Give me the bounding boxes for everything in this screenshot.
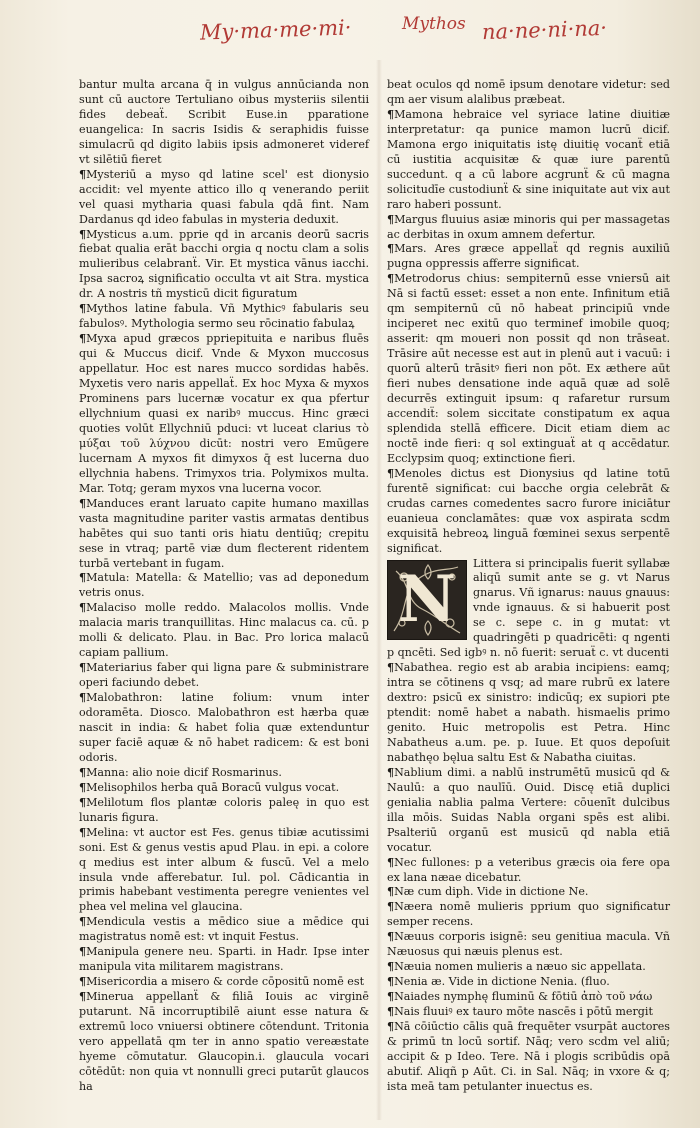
entry-text: Margus fluuius asiæ minoris qui per massagetas ac derbitas in oxum amnem defertur. <box>387 212 670 241</box>
pilcrow-icon: ¶ <box>79 302 86 316</box>
entry-paragraph <box>387 766 670 856</box>
pilcrow-icon: ¶ <box>387 242 394 256</box>
entry-paragraph <box>79 332 369 496</box>
right-column <box>387 78 670 1095</box>
decorated-initial-n-icon <box>387 560 467 640</box>
entry-text: Mysteriū a myso qd latine scel' est dionysio accidit: vel myente attico illo q venerando periit vel quasi mytharia quasi fabula qdā fint. Nam Dardanus qd ideo fabulas in mysteria deduxit. <box>79 167 369 226</box>
entry-paragraph <box>387 242 670 272</box>
pilcrow-icon: ¶ <box>387 1005 394 1019</box>
entry-paragraph <box>387 108 670 213</box>
entry-text: Nais fluuiꝰ ex tauro mōte nascēs i pōtū mergit <box>394 1005 653 1019</box>
pilcrow-icon: ¶ <box>387 466 394 480</box>
entry-text: Misericordia a misero & corde cōpositū nomē est <box>86 975 365 989</box>
entry-paragraph <box>387 856 670 886</box>
entry-paragraph <box>79 302 369 332</box>
left-column <box>79 78 369 1095</box>
pilcrow-icon: ¶ <box>387 272 394 286</box>
entry-text: Melilotum flos plantæ coloris paleę in quo est lunaris figura. <box>79 795 369 824</box>
entry-text: Melina: vt auctor est Fes. genus tibiæ acutissimi soni. Est & genus vestis apud Plau. in epi. a colore q medius est inter album & fuscū. Vel a melo insula vnde afferebatur. Iul. pol. Cādicantia in primis habebant vestimenta peregre venientes vel phea vel melina vel glaucina. <box>79 825 369 914</box>
entry-text: Materiarius faber qui ligna pare & subministrare operi faciundo debet. <box>79 661 369 690</box>
pilcrow-icon: ¶ <box>79 765 86 779</box>
entry-text: Mythos latine fabula. Vñ Mythicꝰ fabularis seu fabulosꝰ. Mythologia sermo seu rōcinatio fabulaꝝ <box>79 302 369 331</box>
pilcrow-icon: ¶ <box>79 227 86 241</box>
entry-text: bantur multa arcana q̄ in vulgus annūcianda non sunt cū auctore Tertuliano oibus mysteriis silentii fides debeaẗ. Scribit Euse.in pparatione euangelica: In sacris Isidis & seraphidis fuisse simulacrū qd digito labiis ipsis admoneret videref vt silētiū fieret <box>79 78 369 166</box>
entry-text: beat oculos qd nomē ipsum denotare videtur: sed qm aer visum alalibus præbeat. <box>387 78 670 106</box>
entry-paragraph <box>387 78 670 108</box>
header-right-heading: na·ne·ni·na· <box>481 15 608 45</box>
entry-text: Naiades nymphę fluminū & fōtiū ἀπὸ τοῦ νάω <box>394 990 653 1004</box>
right-column-bottom-entries <box>387 661 670 1095</box>
entry-paragraph <box>387 1005 670 1020</box>
entry-paragraph <box>79 661 369 691</box>
initial-entry-text: Littera si principalis fuerit syllabæ aliqū sumit ante se g. vt Narus gnarus. Vñ ignarus: nauus gnauus: vnde ignauus. & si habuerit post se c. sepe c. in g mutat: vt quadringēti p quadricēti: q ngenti p qncēti. Sed igbꝰ n. nō fuerit: seruaẗ c. vt ducenti <box>387 556 670 660</box>
entry-paragraph <box>387 272 670 466</box>
entry-text: Manduces erant laruato capite humano maxillas vasta magnitudine pariter vastis armatas dentibus habētes qui suo tanti oris hiatu dentiūq; crepitu sese in vtraq; partē viæ dum flecterent ridentem turbā vertebant in fugam. <box>79 496 369 570</box>
entry-text: Myxa apud græcos ppriepituita e naribus fluēs qui & Muccus dicif. Vnde & Myxon muccosus appellatur. Hoc est nares mucco sordidas habēs. Myxetis vero naris appellaẗ. Ex hoc Myxa & myxos Prominens pars lucernæ vocatur ex qua pfertur ellychnium quasi ex naribꝰ muccus. Hinc græci quoties volūt Ellychniū pduci: vt luceat clarius τὸ μύξαι τοῦ λύχνου dicūt: nostri vero Emūgere lucernam A myxos fit dimyxos q̄ est lucerna duo ellychnia habens. Trimyxos tria. Polymixos multa. Mar. Totq; geram myxos vna lucerna vocor. <box>79 332 369 495</box>
entry-paragraph <box>79 915 369 945</box>
entry-text: Nabathea. regio est ab arabia incipiens: eamq; intra se cōtinens q vsq; ad mare rubrū ex latere dextro: psicū ex sinistro: indicūq; ex supiori pte ptendit: nomē habet a nabath. hismaelis primo genito. Huic metropolis est Petra. Hinc Nabatheus a.um. pe. p. Iuue. Et quos depoſuit nabathęo bęlua saltu Est & Nabatha ciuitas. <box>387 661 670 764</box>
page-fold-shadow <box>376 60 382 1120</box>
pilcrow-icon: ¶ <box>387 960 394 974</box>
pilcrow-icon: ¶ <box>79 571 86 585</box>
entry-text: Nec fullones: p a veteribus græcis oia fere opa ex lana næae dicebatur. <box>387 855 670 884</box>
entry-paragraph <box>387 930 670 960</box>
entry-text: Næuia nomen mulieris a næuo sic appellata. <box>394 960 646 974</box>
entry-text: Nablium dimi. a nablū instrumētū musicū qd & Naulū: a quo naulīū. Ouid. Discę etiā duplici genialia nablia palma Vertere: cōuenīt dulcibus illa mōis. Suidas Nabla organi spēs est alibi. Psalteriū organū est musicū qd nabla etiā vocatur. <box>387 765 670 854</box>
pilcrow-icon: ¶ <box>79 332 86 346</box>
entry-paragraph <box>387 213 670 243</box>
entry-paragraph <box>79 826 369 916</box>
pilcrow-icon: ¶ <box>79 691 86 705</box>
entry-text: Mamona hebraice vel syriace latine diuitiæ interpretatur: qa punice mamon lucrū dicif. Mamona ergo iniquitatis istę diuitię vocanẗ etiā cū iustitia acquisitæ & quæ iure parentū succedunt. q a cū labore acgrunẗ & cū magna solicitudīe custodiunẗ & sine iniquitate aut vix aut raro haberi possunt. <box>387 107 670 211</box>
entry-text: Melisophilos herba quā Boracū vulgus vocat. <box>86 780 340 794</box>
entry-text: Nā cōiūctio cālis quā frequēter vsurpāt auctores & primū tn locū sortif. Nāq; vero scdm vel aliū; accipit & p Ideo. Tere. Nā i plogis scribūdis opā abutif. Aliqñ p Aūt. Ci. in Sal. Nāq; in vxore & q; ista meā tam petulanter inuectus es. <box>387 1020 670 1093</box>
entry-text: Malaciso molle reddo. Malacolos mollis. Vnde malacia maris tranquillitas. Hinc malacus ca. cū. p molli & delicato. Plau. in Bac. Pro lorica malacū capiam pallium. <box>79 601 369 660</box>
entry-paragraph <box>387 900 670 930</box>
pilcrow-icon: ¶ <box>387 885 394 899</box>
entry-paragraph <box>79 78 369 168</box>
entry-paragraph <box>79 781 369 796</box>
pilcrow-icon: ¶ <box>79 167 86 181</box>
pilcrow-icon: ¶ <box>79 945 86 959</box>
entry-paragraph <box>79 766 369 781</box>
pilcrow-icon: ¶ <box>387 990 394 1004</box>
entry-paragraph <box>79 796 369 826</box>
entry-text: Malobathron: latine folium: vnum inter odoramēta. Diosco. Malobathron est hærba quæ nascit in india: & habet folia quæ extenduntur super faciē aquæ & nō habet radicem: & est boni odoris. <box>79 691 369 764</box>
entry-text: Manna: alio noie dicif Rosmarinus. <box>86 765 282 779</box>
pilcrow-icon: ¶ <box>79 780 86 794</box>
entry-paragraph <box>79 601 369 661</box>
pilcrow-icon: ¶ <box>387 930 394 944</box>
pilcrow-icon: ¶ <box>79 795 86 809</box>
entry-paragraph <box>387 467 670 557</box>
pilcrow-icon: ¶ <box>387 661 394 675</box>
entry-text: Næera nomē mulieris pprium quo significatur semper recens. <box>387 900 670 929</box>
pilcrow-icon: ¶ <box>79 601 86 615</box>
pilcrow-icon: ¶ <box>79 825 86 839</box>
entry-text: Næ cum diph. Vide in dictione Ne. <box>394 885 589 899</box>
entry-text: Mars. Ares græce appellaẗ qd regnis auxiliū pugna oppressis afferre significat. <box>387 242 670 271</box>
entry-paragraph <box>79 990 369 1095</box>
entry-text: Mysticus a.um. pprie qd in arcanis deorū sacris fiebat qualia erāt bacchi orgia q noctu clam a solis mulieribus celabranẗ. Vir. Et mystica vānus iacchi. Ipsa sacroꝝ significatio occulta vt ait Stra. mystica dr. A nostris tñ mysticū dicit figuratum <box>79 227 369 301</box>
entry-text: Menoles dictus est Dionysius qd latine totū furentē significat: cui bacche orgia celebrāt & crudas carnes comedentes sacro furore iniciātur euanieua conclamātes: quæ vox aspirata scdm exquisitā hebreoꝝ linguā fœminei sexus serpentē significat. <box>387 466 670 555</box>
right-column-top-entries <box>387 78 670 557</box>
entry-text: Metrodorus chius: sempiternū esse vniersū ait Nā si factū esset: esset a non ente. Infinitum etiā qm sempiternū cū nō habeat principiū vnde inciperet nec exitū quo terminef imobile quoq; asserit: qm moueri non possit qd non trāseat. Trāsire aūt necesse est aut in plenū aut i vacuū: i quorū alterū trāsitꝰ fieri non pōt. Ex æthere aūt fieri nubes densatione inde aquā quæ ad solē decurrēs extinguit ipsum: q rafaretur rursum accendiẗ: solem siccitate constipatum ex aqua splendida stellā efficere. Dicit etiam diem ac noctē inde fieri: q sol extinguaẗ at q accēdatur. Ecclypsim quoq; extinctione fieri. <box>387 272 670 465</box>
entry-paragraph <box>387 975 670 990</box>
header-middle-heading: Mythos <box>402 14 466 34</box>
entry-paragraph <box>79 691 369 766</box>
entry-paragraph <box>79 945 369 975</box>
entry-paragraph <box>387 990 670 1005</box>
entry-paragraph <box>79 228 369 303</box>
entry-paragraph <box>79 497 369 572</box>
pilcrow-icon: ¶ <box>387 765 394 779</box>
pilcrow-icon: ¶ <box>387 855 394 869</box>
entry-text: Manipula genere neu. Sparti. in Hadr. Ipse inter manipula vita militarem magistrans. <box>79 945 369 974</box>
pilcrow-icon: ¶ <box>387 900 394 914</box>
pilcrow-icon: ¶ <box>387 107 394 121</box>
entry-paragraph <box>387 885 670 900</box>
entry-text: Matula: Matella: & Matellio; vas ad deponedum vetris onus. <box>79 571 369 600</box>
page-header <box>0 14 700 54</box>
entry-paragraph <box>387 661 670 766</box>
entry-paragraph <box>79 168 369 228</box>
entry-paragraph <box>387 960 670 975</box>
pilcrow-icon: ¶ <box>79 975 86 989</box>
pilcrow-icon: ¶ <box>387 1020 394 1034</box>
pilcrow-icon: ¶ <box>79 661 86 675</box>
pilcrow-icon: ¶ <box>387 212 394 226</box>
initial-letter: N <box>397 561 457 637</box>
entry-paragraph <box>79 975 369 990</box>
pilcrow-icon: ¶ <box>79 915 86 929</box>
entry-text: Minerua appellanẗ & filiā Iouis ac virginē putarunt. Nā incorruptibilē aiunt esse natura & extremū loco vniuersi obtinere cōtendunt. Tritonia vero appellatā qm ter in anno spatio vereæstate hyeme cōmutatur. Glaucopin.i. glaucula vocari cōtēdūt: non quia vt nonnulli greci putarūt glaucos ha <box>79 990 369 1093</box>
entry-text: Nenia æ. Vide in dictione Nenia. (fluo. <box>394 975 610 989</box>
entry-paragraph <box>387 1020 670 1095</box>
pilcrow-icon: ¶ <box>79 496 86 510</box>
header-left-heading: My·ma·me·mi· <box>199 15 352 45</box>
entry-text: Næuus corporis isignē: seu genitiua macula. Vñ Næuosus qui næuis plenus est. <box>387 930 670 959</box>
initial-n-entry <box>387 557 670 662</box>
pilcrow-icon: ¶ <box>387 975 394 989</box>
entry-text: Mendicula vestis a mēdico siue a mēdice qui magistratus nomē est: vt inquit Festus. <box>79 915 369 944</box>
entry-paragraph <box>79 571 369 601</box>
pilcrow-icon: ¶ <box>79 990 86 1004</box>
